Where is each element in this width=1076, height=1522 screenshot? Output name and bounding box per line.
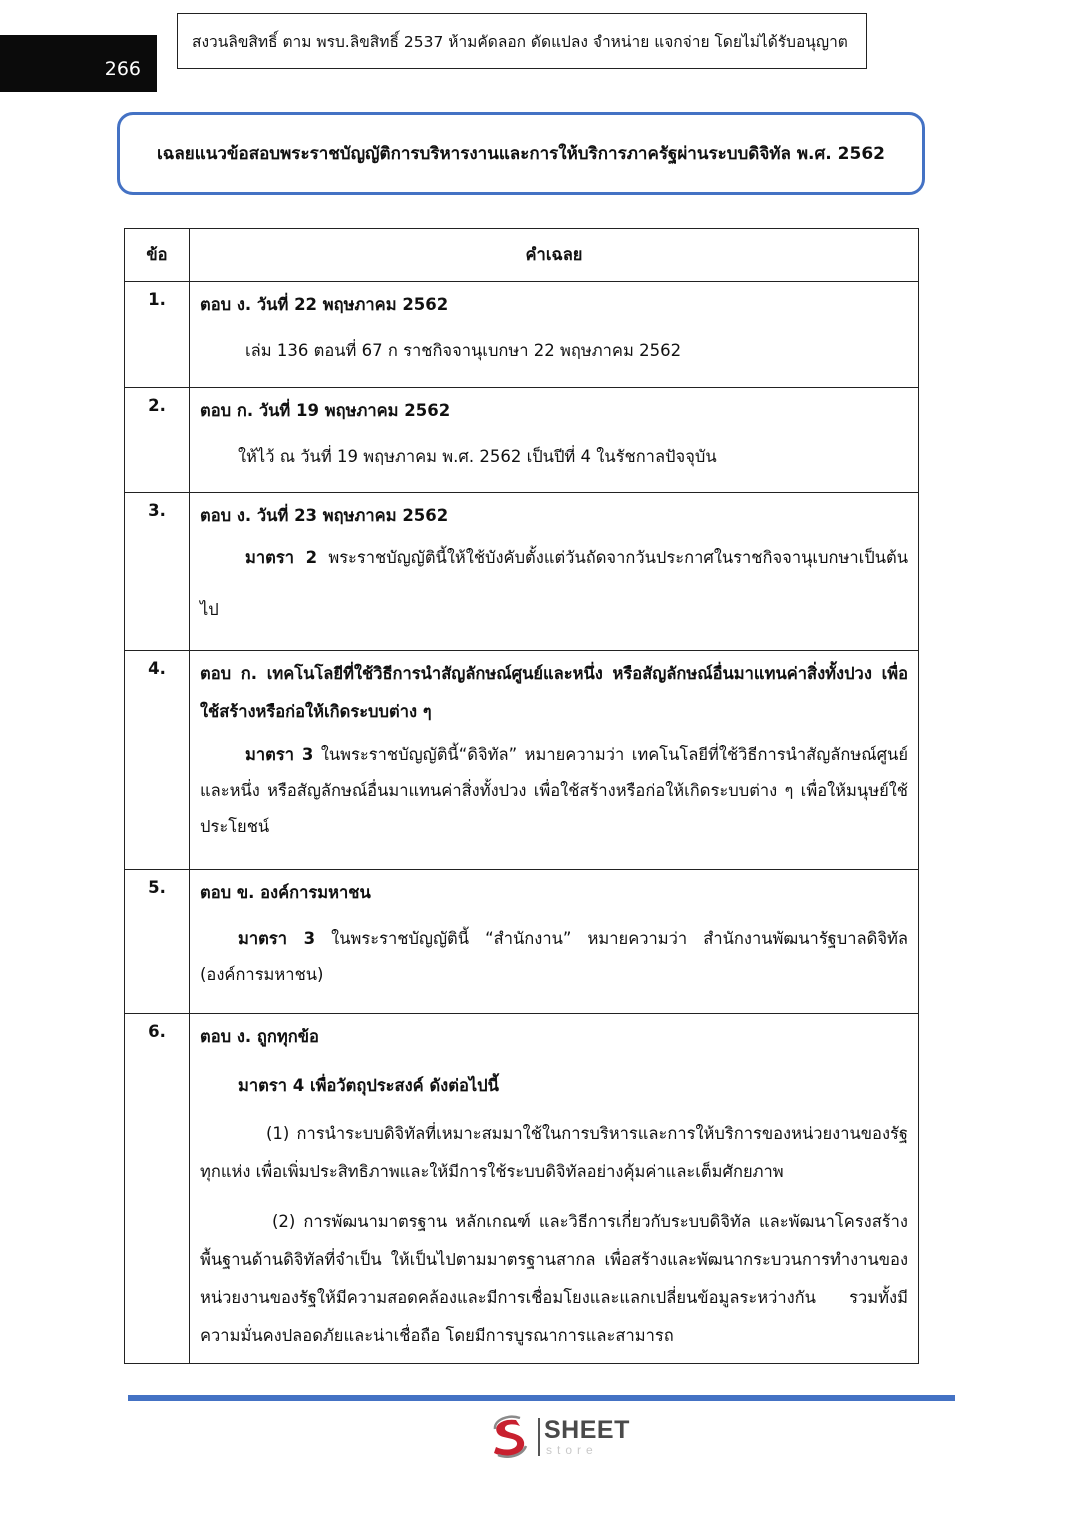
section-heading: มาตรา 4 เพื่อวัตถุประสงค์ ดังต่อไปนี้ [238, 1076, 499, 1095]
logo-text: SHEET [544, 1416, 630, 1444]
sheet-store-logo [486, 1414, 646, 1460]
table-row [125, 1014, 919, 1364]
page-number: 266 [104, 58, 141, 80]
answer-choice: ตอบ ง. วันที่ 22 พฤษภาคม 2562 [200, 295, 449, 314]
answer-choice: ตอบ ง. วันที่ 23 พฤษภาคม 2562 [200, 506, 449, 525]
answer-explanation: ให้ไว้ ณ วันที่ 19 พฤษภาคม พ.ศ. 2562 เป็นปีที่ 4 ในรัชกาลปัจจุบัน [238, 447, 717, 466]
table-header-row [125, 229, 919, 282]
answer-cell [190, 388, 919, 493]
row-number: 5. [125, 870, 190, 1014]
table-row [125, 651, 919, 870]
page-number-block [0, 35, 157, 92]
answer-explanation: เล่ม 136 ตอนที่ 67 ก ราชกิจจานุเบกษา 22 พฤษภาคม 2562 [245, 341, 682, 360]
section-text: พระราชบัญญัตินี้ให้ใช้บังคับตั้งแต่วันถัดจากวันประกาศในราชกิจจานุเบกษาเป็นต้นไป [200, 548, 908, 619]
row-number: 4. [125, 651, 190, 870]
answer-choice: ตอบ ก. วันที่ 19 พฤษภาคม 2562 [200, 401, 451, 420]
logo-separator [538, 1418, 540, 1456]
answer-cell [190, 651, 919, 870]
table-row [125, 493, 919, 651]
table-row [125, 282, 919, 388]
footer-divider [128, 1395, 955, 1401]
row-number: 3. [125, 493, 190, 651]
answer-explanation [200, 737, 908, 845]
copyright-notice: สงวนลิขสิทธิ์ ตาม พรบ.ลิขสิทธิ์ 2537 ห้ามคัดลอก ดัดแปลง จำหน่าย แจกจ่าย โดยไม่ได้รับอนุญาต [177, 13, 867, 69]
logo-subtext: store [546, 1443, 598, 1457]
section-text: ในพระราชบัญญัตินี้ “สำนักงาน” หมายความว่า สำนักงานพัฒนารัฐบาลดิจิทัล (องค์การมหาชน) [200, 929, 909, 984]
objective-item-1: (1) การนำระบบดิจิทัลที่เหมาะสมมาใช้ในการบริหารและการให้บริการของหน่วยงานของรัฐทุกแห่ง เพื่อเพิ่มประสิทธิภาพและให้มีการใช้ระบบดิจิทัลอย่างคุ้มค่าและเต็มศักยภาพ [200, 1124, 908, 1181]
section-label: มาตรา 2 [245, 548, 318, 567]
table-row [125, 388, 919, 493]
answer-choice: ตอบ ก. เทคโนโลยีที่ใช้วิธีการนำสัญลักษณ์ศูนย์และหนึ่ง หรือสัญลักษณ์อื่นมาแทนค่าสิ่งทั้งปวง เพื่อใช้สร้างหรือก่อให้เกิดระบบต่าง ๆ [200, 664, 908, 721]
answer-cell [190, 870, 919, 1014]
section-label: มาตรา 3 [245, 745, 314, 764]
answer-cell [190, 493, 919, 651]
row-number: 6. [125, 1014, 190, 1364]
answer-cell [190, 1014, 919, 1364]
answer-table [124, 228, 919, 1364]
section-label: มาตรา 3 [238, 929, 316, 948]
column-header-no: ข้อ [125, 229, 190, 282]
document-title: เฉลยแนวข้อสอบพระราชบัญญัติการบริหารงานและการให้บริการภาครัฐผ่านระบบดิจิทัล พ.ศ. 2562 [117, 112, 925, 195]
section-text: ในพระราชบัญญัตินี้“ดิจิทัล” หมายความว่า เทคโนโลยีที่ใช้วิธีการนำสัญลักษณ์ศูนย์และหนึ่ง หรือสัญลักษณ์อื่นมาแทนค่าสิ่งทั้งปวง เพื่อใช้สร้างหรือก่อให้เกิดระบบต่าง ๆ เพื่อให้มนุษย์ใช้ประโยชน์ [200, 745, 908, 836]
answer-cell [190, 282, 919, 388]
sheet-store-s-logo-icon [486, 1414, 532, 1460]
column-header-answer: คำเฉลย [190, 229, 919, 282]
table-row [125, 870, 919, 1014]
answer-choice: ตอบ ข. องค์การมหาชน [200, 883, 371, 902]
row-number: 1. [125, 282, 190, 388]
objective-item-2: (2) การพัฒนามาตรฐาน หลักเกณฑ์ และวิธีการเกี่ยวกับระบบดิจิทัล และพัฒนาโครงสร้างพื้นฐานด้านดิจิทัลที่จำเป็น ให้เป็นไปตามมาตรฐานสากล เพื่อสร้างและพัฒนากระบวนการทำงานของหน่วยงานของรัฐให้มีความสอดคล้องและมีการเชื่อมโยงและแลกเปลี่ยนข้อมูลระหว่างกัน รวมทั้งมีความมั่นคงปลอดภัยและน่าเชื่อถือ โดยมีการบูรณาการและสามารถ [200, 1212, 908, 1345]
row-number: 2. [125, 388, 190, 493]
answer-explanation [200, 921, 908, 993]
answer-explanation [200, 532, 908, 636]
answer-choice: ตอบ ง. ถูกทุกข้อ [200, 1027, 319, 1046]
